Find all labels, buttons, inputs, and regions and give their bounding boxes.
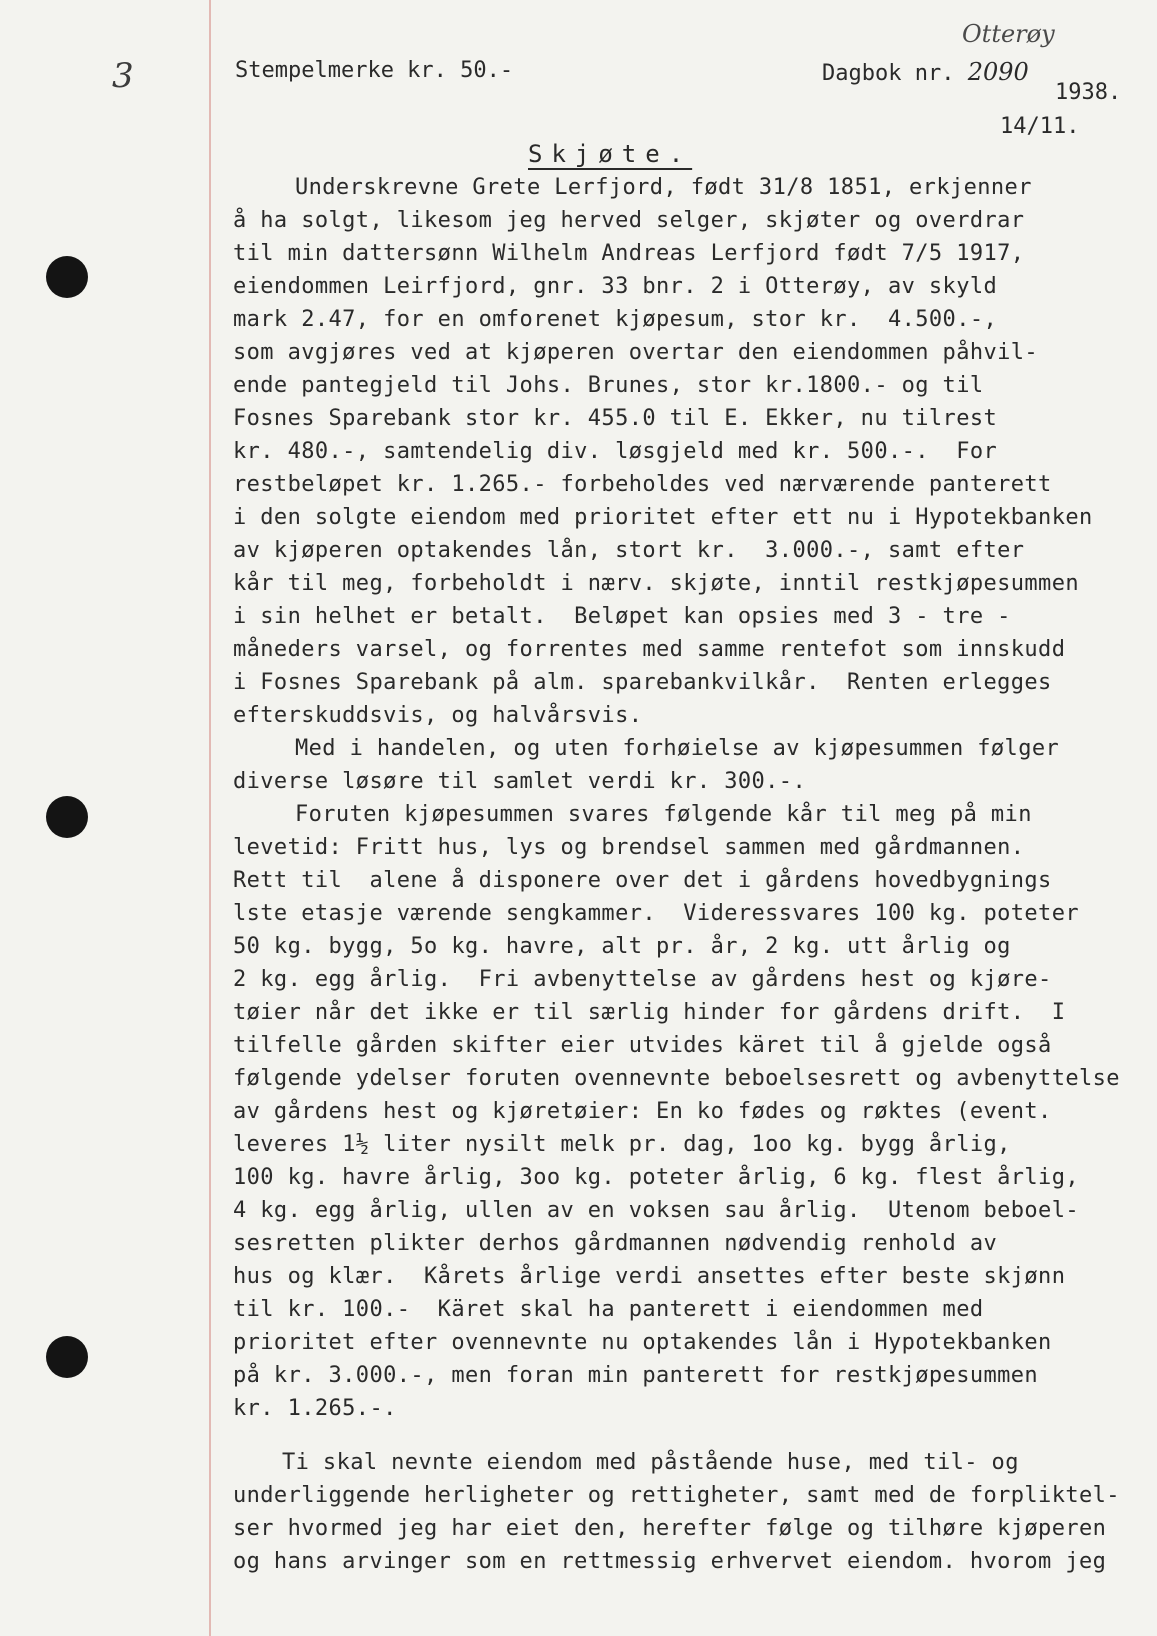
document-title: Skjøte. <box>528 140 693 168</box>
text-line: kr. 1.265.-. <box>233 1396 397 1421</box>
text-line: Foruten kjøpesummen svares følgende kår til meg på min <box>295 802 1032 827</box>
text-line: levetid: Fritt hus, lys og brendsel sammen med gårdmannen. <box>233 835 1025 860</box>
text-line: kår til meg, forbeholdt i nærv. skjøte, inntil restkjøpesummen <box>233 571 1079 596</box>
text-line: måneders varsel, og forrentes med samme rentefot som innskudd <box>233 637 1066 662</box>
text-line: eiendommen Leirfjord, gnr. 33 bnr. 2 i Otterøy, av skyld <box>233 274 998 299</box>
text-line: Ti skal nevnte eiendom med påstående huse, med til- og <box>282 1450 1019 1475</box>
text-line: som avgjøres ved at kjøperen overtar den eiendommen påhvil- <box>233 340 1039 365</box>
text-line: ende pantegjeld til Johs. Brunes, stor kr.1800.- og til <box>233 373 984 398</box>
date: 14/11. <box>1000 114 1080 139</box>
text-line: kr. 480.-, samtendelig div. løsgjeld med kr. 500.-. For <box>233 439 998 464</box>
text-line: å ha solgt, likesom jeg herved selger, skjøter og overdrar <box>233 208 1025 233</box>
text-line: underliggende herligheter og rettigheter, samt med de forpliktel- <box>233 1483 1120 1508</box>
text-line: tilfelle gården skifter eier utvides käret til å gjelde også <box>233 1033 1052 1058</box>
dagbok-number: 2090 <box>967 58 1029 86</box>
text-line: lste etasje værende sengkammer. Videressvares 100 kg. poteter <box>233 901 1079 926</box>
text-line: og hans arvinger som en rettmessig erhvervet eiendom. hvorom jeg <box>233 1549 1107 1574</box>
text-line: Rett til alene å disponere over det i gårdens hovedbygnings <box>233 868 1052 893</box>
text-line: tøier når det ikke er til særlig hinder for gårdens drift. I <box>233 1000 1066 1025</box>
text-line: prioritet efter ovennevnte nu optakendes lån i Hypotekbanken <box>233 1330 1052 1355</box>
text-line: restbeløpet kr. 1.265.- forbeholdes ved nærværende panterett <box>233 472 1052 497</box>
text-line: 4 kg. egg årlig, ullen av en voksen sau årlig. Utenom beboel- <box>233 1198 1079 1223</box>
text-line: diverse løsøre til samlet verdi kr. 300.-. <box>233 769 807 794</box>
text-line: hus og klær. Kårets årlige verdi ansettes efter beste skjønn <box>233 1264 1066 1289</box>
text-line: sesretten plikter derhos gårdmannen nødvendig renhold av <box>233 1231 998 1256</box>
text-line: i sin helhet er betalt. Beløpet kan opsies med 3 - tre - <box>233 604 1011 629</box>
text-line: på kr. 3.000.-, men foran min panterett for restkjøpesummen <box>233 1363 1039 1388</box>
text-line: ser hvormed jeg har eiet den, herefter følge og tilhøre kjøperen <box>233 1516 1107 1541</box>
dagbok-label: Dagbok nr. <box>822 61 955 86</box>
text-line: mark 2.47, for en omforenet kjøpesum, stor kr. 4.500.-, <box>233 307 998 332</box>
text-line: av gårdens hest og kjøretøier: En ko fødes og røktes (event. <box>233 1099 1052 1124</box>
text-line: av kjøperen optakendes lån, stort kr. 3.000.-, samt efter <box>233 538 1025 563</box>
text-line: 2 kg. egg årlig. Fri avbenyttelse av gårdens hest og kjøre- <box>233 967 1052 992</box>
text-line: Med i handelen, og uten forhøielse av kjøpesummen følger <box>295 736 1060 761</box>
text-line: Fosnes Sparebank stor kr. 455.0 til E. Ekker, nu tilrest <box>233 406 998 431</box>
stamp-note: Stempelmerke kr. 50.- <box>235 58 514 83</box>
text-line: i Fosnes Sparebank på alm. sparebankvilkår. Renten erlegges <box>233 670 1052 695</box>
text-line: efterskuddsvis, og halvårsvis. <box>233 703 643 728</box>
text-line: leveres 1½ liter nysilt melk pr. dag, 1oo kg. bygg årlig, <box>233 1132 1011 1157</box>
place-annotation: Otterøy <box>962 20 1055 48</box>
year: 1938. <box>1055 80 1122 105</box>
text-line: i den solgte eiendom med prioritet efter ett nu i Hypotekbanken <box>233 505 1093 530</box>
text-line: Underskrevne Grete Lerfjord, født 31/8 1851, erkjenner <box>295 175 1032 200</box>
text-line: følgende ydelser foruten ovennevnte beboelsesrett og avbenyttelse <box>233 1066 1120 1091</box>
text-line: 100 kg. havre årlig, 3oo kg. poteter årlig, 6 kg. flest årlig, <box>233 1165 1079 1190</box>
folio-number: 3 <box>112 56 134 96</box>
text-line: til min dattersønn Wilhelm Andreas Lerfjord født 7/5 1917, <box>233 241 1025 266</box>
text-line: til kr. 100.- Käret skal ha panterett i eiendommen med <box>233 1297 984 1322</box>
text-line: 50 kg. bygg, 5o kg. havre, alt pr. år, 2 kg. utt årlig og <box>233 934 1011 959</box>
